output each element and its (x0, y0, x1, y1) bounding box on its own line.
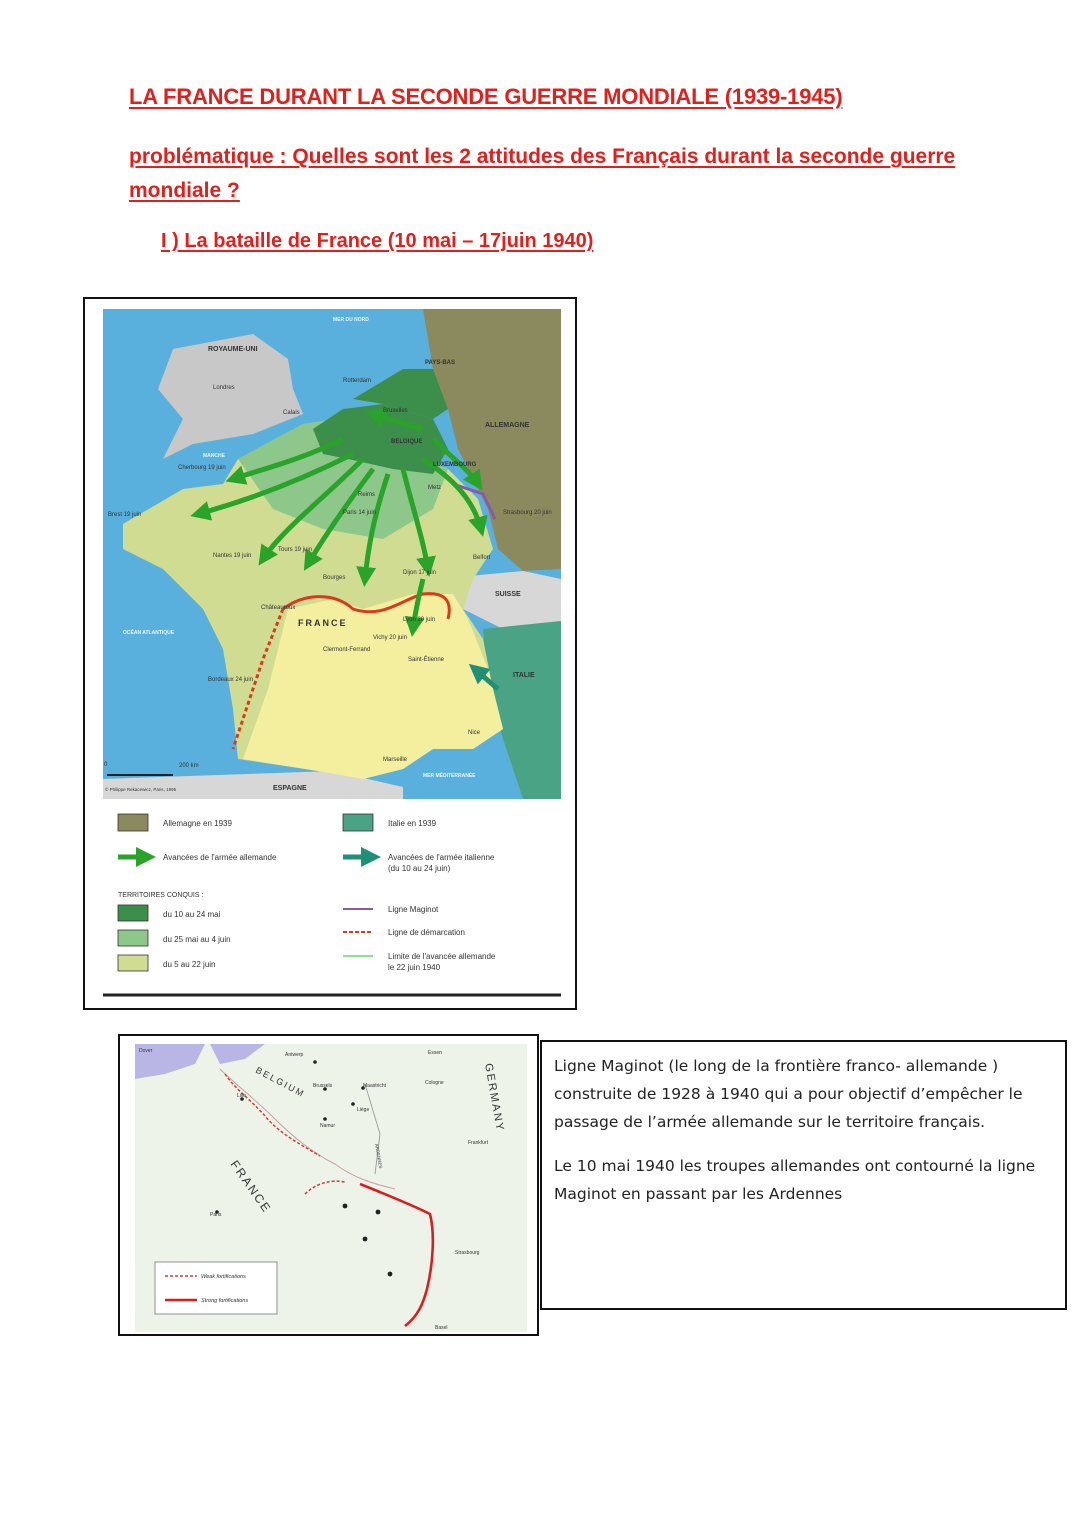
city-saint-etienne: Saint-Étienne (408, 657, 445, 663)
city-tours: Tours 19 juin (278, 547, 313, 553)
city-cherbourg: Cherbourg 19 juin (178, 465, 226, 471)
scale-zero: 0 (104, 762, 108, 768)
legend-italian-dates: (du 10 au 24 juin) (388, 864, 451, 873)
city-paris: Paris 14 juin (343, 510, 377, 516)
m2-liege: Liège (357, 1107, 370, 1113)
m2-dover: Dover (139, 1048, 153, 1054)
label-netherlands: PAYS-BAS (425, 360, 456, 366)
city-bordeaux: Bordeaux 24 juin (208, 677, 254, 683)
legend-swatch-t2 (118, 930, 148, 946)
label-switzerland: SUISSE (495, 591, 521, 598)
battle-of-france-map (83, 297, 577, 1010)
maginot-line-map (118, 1034, 539, 1336)
m2-antwerp: Antwerp (285, 1052, 304, 1058)
city-clermont: Clermont-Ferrand (323, 647, 371, 653)
m2-namur: Namur (320, 1123, 336, 1129)
legend-t1: du 10 au 24 mai (163, 910, 221, 919)
battle-map-figure (103, 309, 561, 999)
label-belgium: BELGIQUE (391, 439, 423, 445)
label-atlantic: OCÉAN ATLANTIQUE (123, 630, 175, 636)
label-channel: MANCHE (203, 453, 225, 459)
legend-german-advances: Avancées de l'armée allemande (163, 853, 277, 862)
m2-ardennes: ARDENNES (374, 1143, 384, 1169)
map-credit: © Philippe Rekacewicz, Paris, 1995 (105, 787, 177, 792)
city-brest: Brest 19 juin (108, 512, 142, 518)
city-nice: Nice (468, 730, 481, 736)
city-brussels: Bruxelles (383, 408, 408, 414)
city-london: Londres (213, 385, 235, 391)
m2-frankfurt: Frankfurt (468, 1140, 489, 1146)
m2-strasbourg: Strasbourg (455, 1250, 480, 1256)
legend-t2: du 25 mai au 4 juin (163, 935, 231, 944)
legend-territories-title: TERRITOIRES CONQUIS : (118, 892, 204, 899)
city-lyon: Lyon 20 juin (403, 617, 436, 623)
label-italy: ITALIE (513, 672, 535, 679)
legend-swatch-germany (118, 814, 148, 831)
problematic-question: problématique : Quelles sont les 2 attitudes des Français durant la seconde guerre mondiale ? (129, 145, 956, 202)
city-metz: Metz (428, 485, 442, 491)
scale-label: 200 km (179, 763, 199, 769)
city-reims: Reims (358, 492, 376, 498)
m2-essen: Essen (428, 1050, 442, 1056)
city-rotterdam: Rotterdam (343, 378, 372, 384)
city-nantes: Nantes 19 juin (213, 553, 252, 559)
legend-swatch-italy (343, 814, 373, 831)
legend-swatch-t3 (118, 955, 148, 971)
city-calais: Calais (283, 410, 300, 416)
legend-maginot: Ligne Maginot (388, 905, 439, 914)
explanation-paragraph-1: Ligne Maginot (le long de la frontière franco- allemande ) construite de 1928 à 1940 qui a pour objectif d’empêcher le passage de l’armée allemande sur le territoire français. (554, 1057, 1023, 1131)
label-north-sea: MER DU NORD (333, 317, 369, 323)
legend-t3: du 5 au 22 juin (163, 960, 216, 969)
m2-france: FRANCE (227, 1157, 275, 1216)
section-heading: I ) La bataille de France (10 mai – 17juin 1940) (161, 230, 594, 252)
m2-cologne: Cologne (425, 1080, 444, 1086)
m2-basel: Basel (435, 1325, 448, 1331)
legend-demarcation: Ligne de démarcation (388, 928, 465, 937)
city-vichy: Vichy 20 juin (373, 635, 407, 641)
m2-brussels: Brussels (313, 1083, 333, 1089)
legend-limit-2: le 22 juin 1940 (388, 963, 441, 972)
legend-box (103, 799, 561, 999)
legend-italy: Italie en 1939 (388, 819, 437, 828)
explanation-box (540, 1040, 1067, 1310)
page-title: LA FRANCE DURANT LA SECONDE GUERRE MONDIALE (1939-1945) (129, 84, 843, 109)
legend-strong-label: Strong fortifications (201, 1298, 249, 1304)
legend-germany: Allemagne en 1939 (163, 819, 232, 828)
city-chateauroux: Châteauroux (261, 605, 296, 611)
maginot-map-figure (135, 1044, 527, 1332)
legend-weak-label: Weak fortifications (201, 1274, 246, 1280)
legend-swatch-t1 (118, 905, 148, 921)
label-france: FRANCE (298, 618, 348, 628)
m2-lille: Lille (237, 1093, 246, 1099)
city-strasbourg: Strasbourg 20 juin (503, 510, 552, 516)
city-dijon: Dijon 17 juin (403, 570, 437, 576)
label-uk: ROYAUME-UNI (208, 346, 258, 353)
city-bourges: Bourges (323, 575, 346, 581)
m2-paris: Paris (210, 1212, 222, 1218)
city-marseille: Marseille (383, 757, 408, 763)
legend-limit-1: Limite de l'avancée allemande (388, 952, 496, 961)
explanation-paragraph-2: Le 10 mai 1940 les troupes allemandes ont contourné la ligne Maginot en passant par les Ardennes (554, 1157, 1036, 1203)
m2-maastricht: Maastricht (363, 1083, 387, 1089)
m2-belgium: BELGIUM (254, 1064, 307, 1100)
city-belfort: Belfort (473, 555, 491, 561)
label-spain: ESPAGNE (273, 785, 307, 792)
legend-italian-advances: Avancées de l'armée italienne (388, 853, 495, 862)
m2-germany: GERMANY (482, 1062, 506, 1134)
label-mediterranean: MER MÉDITERRANÉE (423, 773, 476, 779)
map2-legend-box (155, 1262, 277, 1314)
label-luxembourg: LUXEMBOURG (433, 462, 477, 468)
label-germany: ALLEMAGNE (485, 422, 530, 429)
